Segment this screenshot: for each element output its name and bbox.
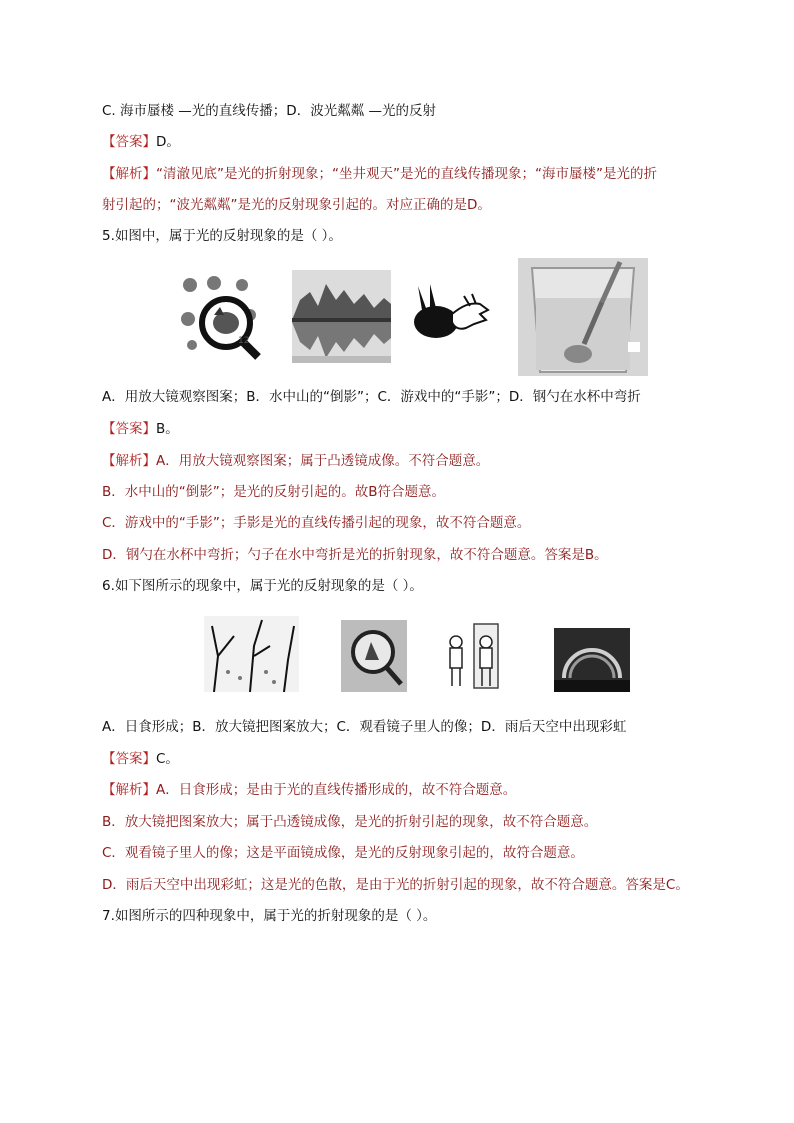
explanation-tag: 【解析】 bbox=[102, 453, 156, 469]
option-line-c-d: C. 海市蜃楼 —光的直线传播；D．波光粼粼 —光的反射 bbox=[102, 103, 436, 119]
question-7: 7.如图所示的四种现象中，属于光的折射现象的是（ ）。 bbox=[102, 908, 437, 924]
answer-q5 bbox=[102, 419, 179, 439]
explanation-q5-line2: B．水中山的“倒影”；是光的反射引起的。故B符合题意。 bbox=[102, 484, 446, 500]
answer-value: C。 bbox=[156, 751, 179, 767]
explanation-q5-line4: D．钢勺在水杯中弯折；勺子在水中弯折是光的折射现象，故不符合题意。答案是B。 bbox=[102, 547, 608, 563]
answer-q6 bbox=[102, 749, 179, 769]
answer-tag: 【答案】 bbox=[102, 134, 156, 150]
svg-text:12: 12 bbox=[238, 336, 250, 346]
q5-options: A．用放大镜观察图案；B．水中山的“倒影”；C．游戏中的“手影”；D．钢勺在水杯中弯折 bbox=[102, 389, 641, 405]
mountain-reflection-image bbox=[292, 270, 391, 363]
explanation-q5-line1 bbox=[102, 451, 489, 471]
magnifier-image bbox=[176, 271, 268, 361]
explanation-tag: 【解析】 bbox=[102, 166, 156, 182]
answer-tag: 【答案】 bbox=[102, 421, 156, 437]
question-5: 5.如图中，属于光的反射现象的是（ ）。 bbox=[102, 228, 342, 244]
explanation-q5-line3: C．游戏中的“手影”；手影是光的直线传播引起的现象，故不符合题意。 bbox=[102, 515, 531, 531]
explanation-q4-line1 bbox=[102, 164, 657, 184]
eclipse-branches-image bbox=[204, 616, 299, 692]
magnifier-pattern-image bbox=[341, 620, 407, 692]
answer-q4 bbox=[102, 132, 180, 152]
explanation-q4-line2: 射引起的；“波光粼粼”是光的反射现象引起的。对应正确的是D。 bbox=[102, 197, 491, 213]
explanation-q6-line1 bbox=[102, 780, 516, 800]
answer-tag: 【答案】 bbox=[102, 751, 156, 767]
explanation-q6-line3: C．观看镜子里人的像；这是平面镜成像，是光的反射现象引起的，故符合题意。 bbox=[102, 845, 584, 861]
answer-value: D。 bbox=[156, 134, 180, 150]
question-6: 6.如下图所示的现象中，属于光的反射现象的是（ ）。 bbox=[102, 578, 423, 594]
explanation-q6-line2: B．放大镜把图案放大；属于凸透镜成像，是光的折射引起的现象，故不符合题意。 bbox=[102, 814, 598, 830]
mirror-people-image bbox=[440, 620, 502, 692]
rainbow-image bbox=[554, 628, 630, 692]
explanation-text: A．日食形成；是由于光的直线传播形成的，故不符合题意。 bbox=[156, 782, 517, 798]
explanation-text: A．用放大镜观察图案；属于凸透镜成像。不符合题意。 bbox=[156, 453, 490, 469]
explanation-tag: 【解析】 bbox=[102, 782, 156, 798]
spoon-in-glass-image bbox=[518, 258, 648, 376]
explanation-text: “清澈见底”是光的折射现象；“坐井观天”是光的直线传播现象；“海市蜃楼”是光的折 bbox=[156, 166, 657, 182]
answer-value: B。 bbox=[156, 421, 179, 437]
q6-options: A．日食形成；B．放大镜把图案放大；C．观看镜子里人的像；D．雨后天空中出现彩虹 bbox=[102, 719, 627, 735]
hand-shadow-image bbox=[408, 280, 494, 352]
explanation-q6-line4: D．雨后天空中出现彩虹；这是光的色散，是由于光的折射引起的现象，故不符合题意。答案是C。 bbox=[102, 877, 689, 893]
